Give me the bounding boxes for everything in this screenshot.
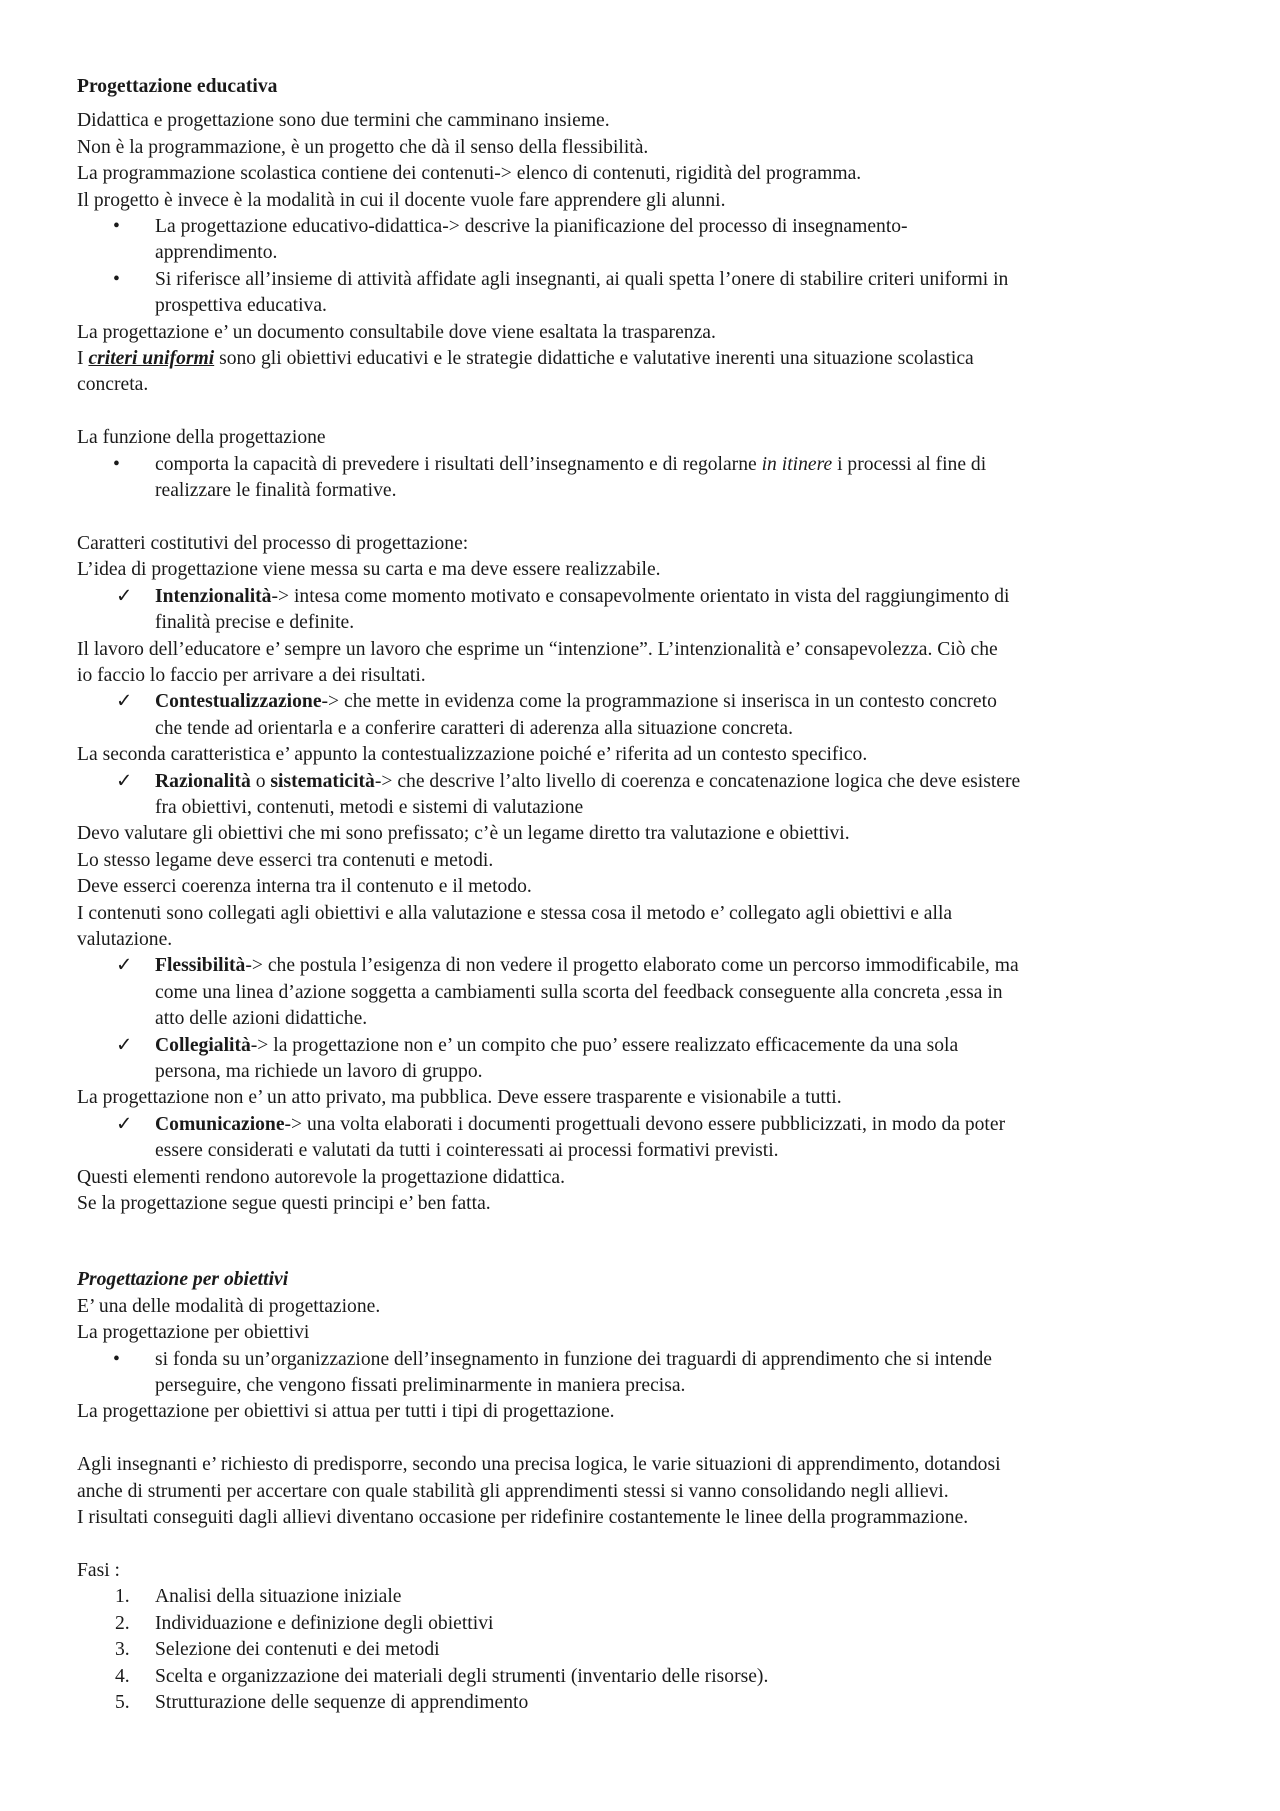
numbered-item: 4. Scelta e organizzazione dei materiali degli strumenti (inventario delle risorse). xyxy=(77,1664,1207,1690)
paragraph-line: La progettazione per obiettivi xyxy=(77,1322,310,1344)
paragraph-line: Deve esserci coerenza interna tra il contenuto e il metodo. xyxy=(77,876,532,898)
numbered-item: 5. Strutturazione delle sequenze di apprendimento xyxy=(77,1690,1207,1716)
bullet-item xyxy=(77,267,1207,320)
bullet-icon: • xyxy=(113,216,120,238)
paragraph-line: Non è la programmazione, è un progetto che dà il senso della flessibilità. xyxy=(77,136,649,158)
paragraph-line: anche di strumenti per accertare con quale stabilità gli apprendimenti stessi si vanno consolidando negli allievi. xyxy=(77,1480,949,1502)
check-item-collegialita: ✓ Collegialità-> la progettazione non e’ un compito che puo’ essere realizzato efficacemente da una sola persona, ma richiede un lavoro di gruppo. xyxy=(116,1034,959,1082)
section-title-progettazione-obiettivi: Progettazione per obiettivi xyxy=(77,1269,289,1291)
paragraph-line: concreta. xyxy=(77,374,149,396)
bullet-text: si fonda su un’organizzazione dell’insegnamento in funzione dei traguardi di apprendimento che si intende xyxy=(155,1348,993,1370)
list-number: 5. xyxy=(115,1691,130,1713)
paragraph-line: I contenuti sono collegati agli obiettivi e alla valutazione e stessa cosa il metodo e’ collegato agli obiettivi e alla xyxy=(77,902,953,924)
paragraph-line: I criteri uniformi sono gli obiettivi educativi e le strategie didattiche e valutative inerenti una situazione scolastica xyxy=(77,348,974,370)
section-heading-funzione: La funzione della progettazione xyxy=(77,427,326,449)
list-number: 1. xyxy=(115,1586,130,1608)
paragraph-line: I risultati conseguiti dagli allievi diventano occasione per ridefinire costantemente le linee della programmazione. xyxy=(77,1507,969,1529)
bullet-icon: • xyxy=(113,1348,120,1370)
bullet-text: realizzare le finalità formative. xyxy=(155,480,397,502)
paragraph-line: E’ una delle modalità di progettazione. xyxy=(77,1295,381,1317)
document-page xyxy=(77,74,1207,1716)
checkmark-icon: ✓ xyxy=(116,1113,133,1135)
bullet-text: Si riferisce all’insieme di attività affidate agli insegnanti, ai quali spetta l’onere di stabilire criteri uniformi in xyxy=(155,268,1009,290)
bullet-text: comporta la capacità di prevedere i risultati dell’insegnamento e di regolarne in itinere i processi al fine di xyxy=(155,453,987,475)
paragraph-line: La progettazione non e’ un atto privato, ma pubblica. Deve essere trasparente e visionabile a tutti. xyxy=(77,1087,842,1109)
paragraph-line: La progettazione per obiettivi si attua per tutti i tipi di progettazione. xyxy=(77,1401,615,1423)
list-number: 3. xyxy=(115,1639,130,1661)
paragraph-line: Lo stesso legame deve esserci tra contenuti e metodi. xyxy=(77,849,494,871)
criteri-uniformi-term: criteri uniformi xyxy=(88,348,215,370)
bullet-text: La progettazione educativo-didattica-> descrive la pianificazione del processo di insegnamento- xyxy=(155,216,908,238)
paragraph-line: La programmazione scolastica contiene dei contenuti-> elenco di contenuti, rigidità del programma. xyxy=(77,163,862,185)
bullet-item xyxy=(77,214,1207,267)
check-item-intenzionalita: ✓ Intenzionalità-> intesa come momento motivato e consapevolmente orientato in vista del raggiungimento di finalità precise e definite. xyxy=(116,585,1010,634)
checkmark-icon: ✓ xyxy=(116,955,133,977)
bullet-text: apprendimento. xyxy=(155,242,278,264)
checkmark-icon: ✓ xyxy=(116,1034,133,1056)
paragraph-line: Agli insegnanti e’ richiesto di predisporre, secondo una precisa logica, le varie situazioni di apprendimento, dotandosi xyxy=(77,1454,1001,1476)
paragraph-line: La progettazione e’ un documento consultabile dove viene esaltata la trasparenza. xyxy=(77,321,716,343)
checkmark-icon: ✓ xyxy=(116,691,133,713)
list-number: 2. xyxy=(115,1612,130,1634)
paragraph-line: Se la progettazione segue questi principi e’ ben fatta. xyxy=(77,1193,491,1215)
check-item-razionalita: ✓ Razionalità o sistematicità-> che descrive l’alto livello di coerenza e concatenazione logica che deve esistere fra obiettivi, contenuti, metodi e sistemi di valutazione xyxy=(116,770,1021,818)
paragraph-line: Il progetto è invece è la modalità in cui il docente vuole fare apprendere gli alunni. xyxy=(77,189,726,211)
paragraph-line: La seconda caratteristica e’ appunto la contestualizzazione poiché e’ riferita ad un contesto specifico. xyxy=(77,744,868,766)
paragraph-line: Didattica e progettazione sono due termini che camminano insieme. xyxy=(77,110,610,132)
section-heading-caratteri: Caratteri costitutivi del processo di progettazione: xyxy=(77,532,469,554)
bullet-icon: • xyxy=(113,268,120,290)
list-number: 4. xyxy=(115,1665,130,1687)
check-item-contestualizzazione: ✓ Contestualizzazione-> che mette in evidenza come la programmazione si inserisca in un contesto concreto che tende ad orientarla e a conferire caratteri di aderenza alla situazione concreta. xyxy=(116,691,997,739)
numbered-item: 2. Individuazione e definizione degli obiettivi xyxy=(77,1611,1207,1637)
checkmark-icon: ✓ xyxy=(116,770,133,792)
bullet-text: perseguire, che vengono fissati preliminarmente in maniera precisa. xyxy=(155,1375,686,1397)
fasi-label: Fasi : xyxy=(77,1559,121,1581)
check-item-comunicazione: ✓ Comunicazione-> una volta elaborati i documenti progettuali devono essere pubblicizzati, in modo da poter essere considerati e valutati da tutti i cointeressati ai processi formativi previsti. xyxy=(116,1113,1006,1162)
bullet-icon: • xyxy=(113,453,120,475)
paragraph-line: Devo valutare gli obiettivi che mi sono prefissato; c’è un legame diretto tra valutazione e obiettivi. xyxy=(77,823,850,845)
paragraph-line: io faccio lo faccio per arrivare a dei risultati. xyxy=(77,664,426,686)
paragraph-line: Questi elementi rendono autorevole la progettazione didattica. xyxy=(77,1166,566,1188)
checkmark-icon: ✓ xyxy=(116,585,133,607)
bullet-item xyxy=(77,452,1207,505)
paragraph-line: Il lavoro dell’educatore e’ sempre un lavoro che esprime un “intenzione”. L’intenzionalità e’ consapevolezza. Ciò che xyxy=(77,638,998,660)
paragraph-line: valutazione. xyxy=(77,928,173,950)
bullet-item xyxy=(77,1347,1207,1400)
check-item-flessibilita: ✓ Flessibilità-> che postula l’esigenza di non vedere il progetto elaborato come un percorso immodificabile, ma come una linea d’azione soggetta a cambiamenti sulla scorta del feedback conseguente alla concreta ,essa in atto delle azioni didattiche. xyxy=(116,955,1019,1030)
section-title-progettazione-educativa: Progettazione educativa xyxy=(77,76,278,97)
numbered-item: 1. Analisi della situazione iniziale xyxy=(77,1584,1207,1610)
paragraph-line: L’idea di progettazione viene messa su carta e ma deve essere realizzabile. xyxy=(77,559,661,581)
bullet-text: prospettiva educativa. xyxy=(155,295,327,317)
numbered-item: 3. Selezione dei contenuti e dei metodi xyxy=(77,1637,1207,1663)
